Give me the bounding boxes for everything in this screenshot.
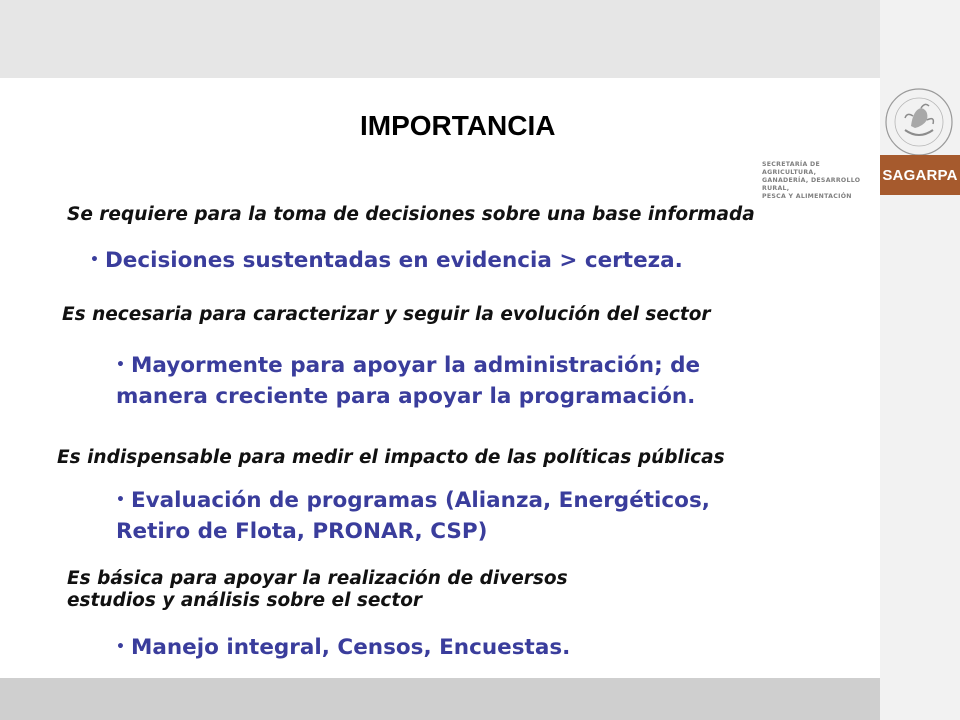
section-bullet-2	[116, 350, 700, 412]
bullet-line: Decisiones sustentadas en evidencia > certeza.	[104, 248, 683, 273]
bullet-line: Mayormente para apoyar la administración; de	[130, 353, 701, 378]
section-bullet-3	[116, 485, 710, 547]
bullet-icon: •	[116, 492, 125, 508]
bullet-line: manera creciente para apoyar la programación.	[116, 384, 696, 409]
section-bullet-1	[90, 245, 683, 276]
section-heading-3: Es indispensable para medir el impacto de las políticas públicas	[57, 447, 725, 468]
bullet-line: Evaluación de programas (Alianza, Energéticos,	[130, 488, 710, 513]
bullet-icon: •	[116, 357, 125, 373]
section-heading-4	[67, 568, 568, 612]
coat-of-arms-seal-icon	[883, 86, 955, 158]
bullet-icon: •	[116, 639, 125, 655]
secretaria-text: SECRETARÍA DE AGRICULTURA, GANADERÍA, DESARROLLO RURAL, PESCA Y ALIMENTACIÓN	[762, 161, 861, 200]
header-band	[0, 0, 880, 78]
section-bullet-4	[116, 632, 570, 663]
bullet-icon: •	[90, 252, 99, 268]
section-heading-2: Es necesaria para caracterizar y seguir la evolución del sector	[62, 304, 711, 325]
heading-line: Es básica para apoyar la realización de diversos	[67, 568, 568, 589]
bullet-line: Retiro de Flota, PRONAR, CSP)	[116, 519, 488, 544]
bullet-line: Manejo integral, Censos, Encuestas.	[130, 635, 571, 660]
page-title: IMPORTANCIA	[360, 110, 556, 141]
section-heading-1: Se requiere para la toma de decisiones sobre una base informada	[67, 204, 755, 225]
footer-band	[0, 678, 880, 720]
sagarpa-logo: SAGARPA	[880, 155, 960, 195]
heading-line: estudios y análisis sobre el sector	[67, 590, 423, 611]
